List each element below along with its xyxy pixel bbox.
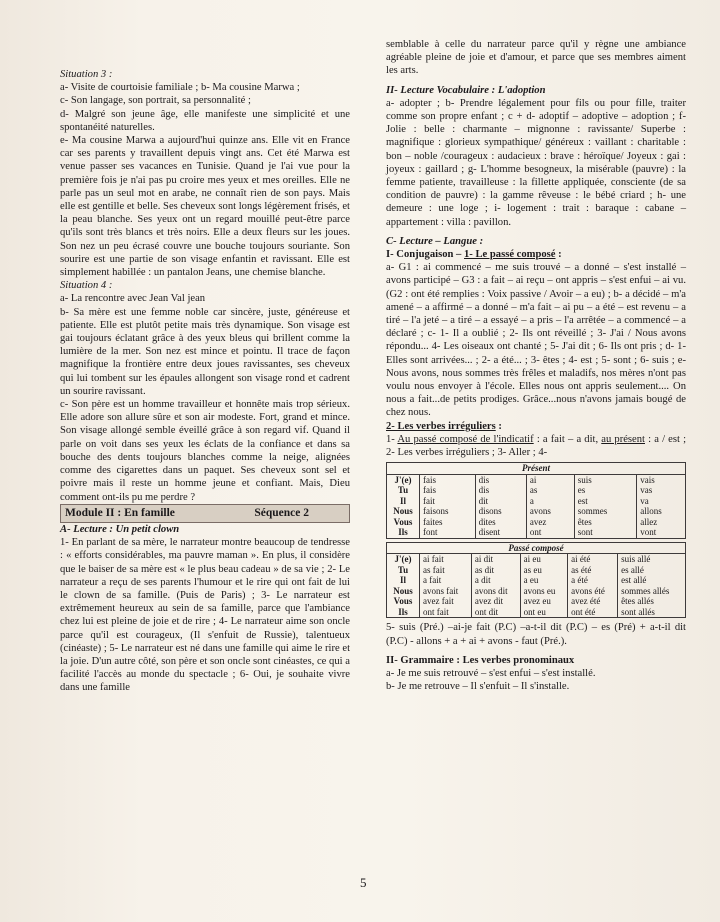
verb-form: fais — [423, 474, 436, 485]
verb-column-cell — [618, 554, 686, 618]
verb-column-cell — [568, 554, 618, 618]
verb-form: es — [577, 485, 586, 496]
verb-form: ai — [529, 474, 537, 485]
verb-form: as — [529, 485, 538, 496]
verb-form: dit — [478, 495, 489, 506]
verb-form: dis — [478, 474, 490, 485]
verb-column-cell — [520, 554, 568, 618]
pronoun: Nous — [393, 506, 413, 517]
verb-form: vont — [640, 527, 657, 538]
verb-column-cell — [420, 474, 476, 538]
verb-form: suis — [577, 474, 592, 485]
verb-column-cell — [526, 474, 574, 538]
situation-3-title: Situation 3 : — [60, 69, 113, 80]
verb-form: ai eu — [523, 554, 541, 565]
verb-column-cell — [420, 554, 472, 618]
verb-form: a dit — [474, 575, 491, 586]
sequence-label: Séquence 2 — [254, 506, 309, 519]
verb-form: dis — [478, 485, 490, 496]
verb-form: est — [577, 495, 588, 506]
situation-3-a: a- Visite de courtoisie familiale ; b- Ma cousine Marwa ; — [60, 82, 300, 94]
pronoun: Il — [399, 495, 406, 506]
verb-form: faites — [423, 516, 443, 527]
verb-column-cell — [471, 554, 520, 618]
conjugation-table-present — [386, 462, 686, 539]
verb-column-cell — [475, 474, 526, 538]
verb-form: sont allés — [621, 606, 655, 617]
irregular-text: 1- Au passé composé de l'indicatif : a fait – a dit, au présent : a / est ; 2- Les verbes irréguliers ; 3- Aller ; 4- — [386, 433, 687, 459]
pronoun: Il — [399, 575, 406, 586]
page-number: 5 — [360, 875, 367, 890]
present-header: Présent — [387, 463, 686, 475]
verb-form: fait — [423, 495, 435, 506]
situation-3-c: c- Son langage, son portrait, sa personnalité ; — [60, 95, 251, 107]
verb-form: ai fait — [423, 554, 444, 565]
vocab-title: II- Lecture Vocabulaire : L'adoption — [386, 84, 546, 96]
left-column — [60, 68, 350, 922]
verb-form: êtes — [577, 516, 592, 527]
situation-3-d: d- Malgré son jeune âge, elle manifeste une simplicité et une spontanéité naturelles. — [60, 108, 350, 133]
verb-form: as été — [571, 564, 592, 575]
verb-form: sommes — [577, 506, 608, 517]
situation-4-c: c- Son père est un homme travailleur et honnête mais trop sérieux. Elle adore son allure sûre et son air modeste. Fort, grand et mince. Son visage allongé semble éveillé grâce à son regard vif. Quand il parle on voit dans ses yeux les éclats de la confiance et dans sa bouche des dents toujours blanches comme la neige, alignées comme des cigarettes dans un paquet. Ses cheveux sont sel et poivre mais il reste un homme jeune et confiant. Mais, Dieu comment ont-ils pu me perdre ? — [60, 399, 350, 503]
verb-form: avez eu — [523, 596, 551, 607]
verb-form: va — [640, 495, 649, 506]
verb-form: allons — [640, 506, 662, 517]
verb-form: avons — [529, 506, 551, 517]
grammar-title: II- Grammaire : Les verbes pronominaux — [386, 654, 575, 666]
conjugation-table-pc — [386, 542, 686, 619]
verb-form: ont fait — [423, 606, 449, 617]
langue-title: C- Lecture – Langue : — [386, 235, 484, 247]
verb-form: a eu — [523, 575, 539, 586]
verb-form: fais — [423, 485, 436, 496]
verb-column-cell — [637, 474, 686, 538]
situation-4-title: Situation 4 : — [60, 280, 113, 292]
pronoun: Ils — [398, 527, 408, 538]
verb-form: ont eu — [523, 606, 546, 617]
verb-form: êtes allés — [621, 596, 654, 607]
verb-form: vas — [640, 485, 653, 496]
verb-form: allez — [640, 516, 658, 527]
grammar-a: a- Je me suis retrouvé – s'est enfui – s'est installé. — [386, 667, 596, 679]
verb-form: ont été — [571, 606, 596, 617]
verb-form: avons été — [571, 585, 605, 596]
pronoun: Vous — [393, 516, 413, 527]
verb-form: font — [423, 527, 438, 538]
situation-3-e: e- Ma cousine Marwa a aujourd'hui quinze ans. Elle vit en France car ses parents y travaillent depuis vingt ans. Cet été Marwa est venue passer ses vacances en Tunisie. Quand je l'ai vue pour la première fois je n'ai pas pu croire mes yeux et mes oreilles. Elle ne parle pas un seul mot en arabe, ne connaît rien de son pays. Mais elle est gentille et belle. Ses cheveux sont longs légèrement frisés, et la peau blanche. Ses yeux ont un regard mouillé peut-être parce qu'ils sont très blancs et très noirs. Elle a deux fleurs sur les joues. Son nez un peu écrasé couvre une bouche toujours souriante. Son sourire est une partie de son visage enfantin et ravissant. Elle est simplement habillée : un pantalon Jeans, une chemise blanche. — [60, 135, 350, 279]
verb-form: avons fait — [423, 585, 459, 596]
verb-form: es allé — [621, 564, 644, 575]
verb-form: disons — [478, 506, 502, 517]
verb-form: sommes allés — [621, 585, 670, 596]
vocab-text: a- adopter ; b- Prendre légalement pour fils ou pour fille, traiter comme son propre enfant ; c + d- adoptif – adoptive – adoption ; f- Jolie : belle : charmante – mignonne : ravissante/ Superbe : magnifique : glorieux sympathique/ généreux : vaillant : charitable : bon – noble /courageux : audacieux : brave : héroïque/ Joyeux : gai : joyeux : gaillard ; g- L'homme besogneux, la misérable (pauvre) : la femme patiente, travailleuse : la fillette appliquée, consciente (de sa condition de pauvre) : la gamme rêveuse : le bébé criard ; h- une demeure : une loge ; i- logement : trait : baraque : cabane – appartement : villa : pavillon. — [386, 97, 686, 228]
verb-form: ai dit — [474, 554, 494, 565]
conjugaison-title: I- Conjugaison – 1- Le passé composé : — [386, 249, 562, 261]
verb-form: a fait — [423, 575, 442, 586]
verb-form: as eu — [523, 564, 542, 575]
pronoun: Nous — [393, 585, 413, 596]
verb-form: avez dit — [474, 596, 504, 607]
verb-form: avons dit — [474, 585, 508, 596]
verb-form: est allé — [621, 575, 647, 586]
after-table-text: 5- suis (Pré.) –ai-je fait (P.C) –a-t-il dit (P.C) – es (Pré) + a-t-il dit (P.C) - allons + a + ai + avons - faut (Pré.). — [386, 622, 686, 647]
pronoun: Vous — [393, 596, 413, 607]
verb-column-cell — [574, 474, 636, 538]
pronoun: Tu — [397, 485, 409, 496]
verb-form: avons eu — [523, 585, 556, 596]
right-column — [386, 38, 686, 922]
verb-form: a — [529, 495, 534, 506]
top-continuation: semblable à celle du narrateur parce qu'il y règne une ambiance agréable pleine de joie et d'amour, et parce que ses membres aiment les arts. — [386, 39, 686, 77]
pronoun-cell — [387, 474, 420, 538]
pronoun: J'(e) — [394, 474, 412, 485]
verb-form: vais — [640, 474, 655, 485]
verb-form: ai été — [571, 554, 591, 565]
verb-form: avez été — [571, 596, 601, 607]
module-banner — [60, 504, 350, 523]
pronoun: J'(e) — [394, 554, 412, 565]
conjugaison-text: a- G1 : ai commencé – me suis trouvé – a donné – s'est installé – avons participé – G3 : a fait – ai reçu – ont appris – s'est enfui – ai vu. (G2 : ont été remplies : Voix passive / Avoir – a eu) ; b- a décidé – m'a amené – a affirmé – a donné – m'a fait – ai pu – a été – est revenu – a tiré – l'a jeté – a tiré – a essayé – a pris – l'a arrêtée – a commencé – a déclaré ; c- 1- Il a oublié ; 2- Ils ont réveillé ; 3- J'ai / Nous avons répondu... 4- Les oiseaux ont chanté ; 5- J'ai dit ; 6- Ils ont pris ; d- 1- Elles sont arrivées... ; 2- a été... ; 3- êtes ; 4- est ; 5- sont ; 6- suis ; e- Nous avons, nous sommes très frêles et maladifs, nos mères n'ont pas voulu nous envoyer à l'école. Elles nous ont appris seulement.... On nous a fait...de petits prodiges. Grâce...nous n'avons jamais bougé de chez nous. — [386, 262, 686, 419]
verb-form: sont — [577, 527, 593, 538]
pronoun: Ils — [398, 606, 408, 617]
verb-form: avez — [529, 516, 547, 527]
situation-4-b: b- Sa mère est une femme noble car sincère, juste, généreuse et patiente. Elle est plutôt petite mais très dynamique. Son visage est gai toujours éclatant grâce à des yeux bleus qui brillent comme la lumière de la mer. Son nez est mince et pointu. Il trace de façon magnifique la frontière entre deux joues ravissantes, ses cheveux qui lui tombent sur les épaules allongent son visage rond et cadrent un sourire ravissant. — [60, 306, 350, 397]
pronoun-cell — [387, 554, 420, 618]
pronoun: Tu — [397, 564, 409, 575]
module-label: Module II : En famille — [65, 506, 175, 519]
verb-form: dites — [478, 516, 496, 527]
verb-form: a été — [571, 575, 588, 586]
irregular-title: 2- Les verbes irréguliers : — [386, 420, 502, 432]
pc-header: Passé composé — [387, 542, 686, 554]
situation-4-a: a- La rencontre avec Jean Val jean — [60, 293, 206, 305]
verb-form: faisons — [423, 506, 449, 517]
lecture-text: 1- En parlant de sa mère, le narrateur montre beaucoup de tendresse : « efforts considérables, ma pauvre maman ». En plus, il considère que le baiser de sa mère est « le plus beau cadeau » de sa vie ; 2- Le narrateur a reçu de ses parents l'humour et le rire qui ont fait de lui le clown de sa famille. (Puis de Paris) ; 3- Le narrateur est extrêmement heureux au sein de sa famille, parce que l'ambiance chez lui est pleine de joie et de rire ; 4- Le narrateur aime son oncle parce qu'il est courageux, (Il s'enfuit de Russie), talentueux (cinéaste) ; 5- Le narrateur est né dans une famille qui aime le rire et la joie. D'un autre côté, son père et son oncle sont cinéastes, ce qui a facilité l'accès au monde du spectacle ; 6- Oui, je souhaite vivre dans une famille — [60, 537, 351, 694]
verb-form: as dit — [474, 564, 495, 575]
table-row — [387, 474, 686, 538]
grammar-b: b- Je me retrouve – Il s'enfuit – Il s'installe. — [386, 681, 570, 693]
verb-form: suis allé — [621, 554, 651, 565]
lecture-title: A- Lecture : Un petit clown — [60, 523, 180, 535]
verb-form: avez fait — [423, 596, 454, 607]
verb-form: disent — [478, 527, 501, 538]
verb-form: ont dit — [474, 606, 499, 617]
verb-form: as fait — [423, 564, 445, 575]
table-row — [387, 554, 686, 618]
verb-form: ont — [529, 527, 542, 538]
